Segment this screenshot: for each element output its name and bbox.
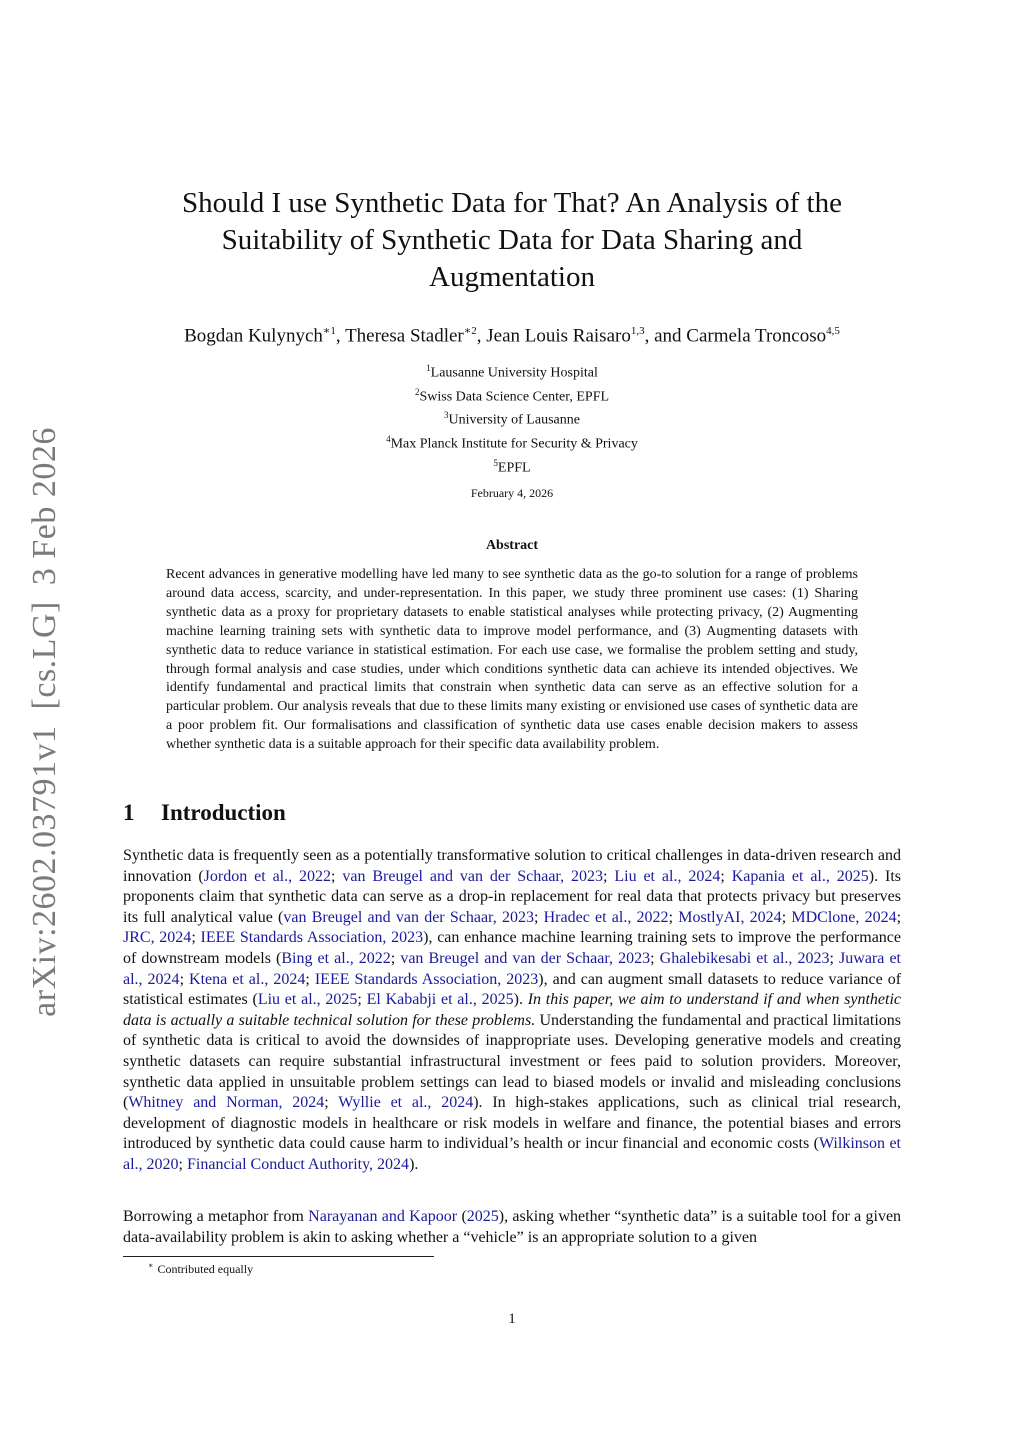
citation-link[interactable]: Ktena et al., 2024 <box>189 970 306 988</box>
body-text: ). In high-stakes applications, such as clinical trial research, development of diagnostic models in healthcare or risk models in welfare and finance, the potential biases and errors introduced by synthetic data could cause harm to individual’s health or incur financial and economic costs ( <box>123 1094 902 1153</box>
body-text: ; <box>896 908 902 926</box>
author-separator: , <box>335 325 346 347</box>
citation-link[interactable]: 2025 <box>466 1208 499 1225</box>
title-line: Suitability of Synthetic Data for Data Sharing and <box>221 224 803 256</box>
author-superscript: 1,3 <box>630 325 645 337</box>
body-text: ; <box>533 908 544 926</box>
body-text: Synthetic data is frequently seen as a potentially transformative solution to critical challenges in data-driven research and innovation ( <box>123 847 901 885</box>
body-text: ), and can augment small datasets to reduce variance of statistical estimates ( <box>123 970 902 1009</box>
affiliation-name: Lausanne University Hospital <box>430 365 598 381</box>
body-text: ; <box>179 970 190 988</box>
body-text: ; <box>781 908 792 926</box>
affiliation-superscript: 4 <box>386 433 391 444</box>
footnote <box>148 1261 253 1277</box>
author-name: Carmela Troncoso <box>686 325 827 347</box>
title-line: Augmentation <box>429 261 595 293</box>
affiliation-list <box>212 359 812 477</box>
affiliation-item <box>212 359 812 383</box>
body-text: ; <box>668 908 679 926</box>
arxiv-date: 3 Feb 2026 <box>26 427 63 586</box>
affiliation-name: Swiss Data Science Center, EPFL <box>419 389 610 405</box>
author-superscript: ∗2 <box>463 325 477 337</box>
emphasized-text: In this paper, we aim to understand if and when synthetic data is actually a suitable technical solution for these problems. <box>123 991 902 1029</box>
citation-link[interactable]: Whitney and Norman, 2024 <box>128 1094 325 1112</box>
citation-link[interactable]: Narayanan and Kapoor <box>308 1208 458 1225</box>
author-name: Bogdan Kulynych <box>184 325 323 347</box>
body-text: ; <box>357 991 367 1009</box>
body-text: ; <box>829 949 840 967</box>
body-text: ; <box>390 949 401 967</box>
body-text: ( <box>457 1208 467 1225</box>
affiliation-item <box>212 406 812 430</box>
author-name: Jean Louis Raisaro <box>486 325 631 347</box>
body-text: ), asking whether “synthetic data” is a suitable tool for a given data-availability problem is akin to asking whether a “vehicle” is an appropriate solution to a given <box>123 1208 902 1246</box>
citation-link[interactable]: Jordon et al., 2022 <box>203 867 332 885</box>
citation-link[interactable]: JRC, 2024 <box>123 929 192 947</box>
footnote-text: Contributed equally <box>157 1262 254 1276</box>
title-line: Should I use Synthetic Data for That? An Analysis of the <box>182 187 842 219</box>
citation-link[interactable]: Juwara et al., 2024 <box>123 949 901 988</box>
affiliation-item <box>212 454 812 478</box>
affiliation-name: EPFL <box>497 460 531 476</box>
body-text: ). <box>513 991 528 1009</box>
citation-link[interactable]: Ghalebikesabi et al., 2023 <box>659 949 830 967</box>
body-text: ; <box>331 867 343 885</box>
body-text: ). Its proponents claim that synthetic data can serve as a drop-in replacement for real data that protects privacy but preserves its full analytical value ( <box>123 867 902 926</box>
section-heading <box>123 800 286 826</box>
body-text: ; <box>178 1155 187 1173</box>
citation-link[interactable]: Liu et al., 2024 <box>614 867 721 885</box>
page-number: 1 <box>508 1311 516 1327</box>
affiliation-superscript: 2 <box>414 386 420 397</box>
intro-paragraph-2 <box>123 1207 901 1248</box>
author-separator: , <box>476 325 487 347</box>
citation-link[interactable]: MostlyAI, 2024 <box>678 908 782 926</box>
body-text: ; <box>324 1094 339 1112</box>
publication-date: February 4, 2026 <box>470 486 554 500</box>
arxiv-identifier-stamp[interactable] <box>26 427 64 1017</box>
affiliation-superscript: 5 <box>493 457 498 468</box>
body-text: Understanding the fundamental and practical limitations of synthetic data is critical to avoid the downsides of inappropriate uses. Developing generative models and creating synthetic datasets can require substantial infrastructural investment or fees paid to solution providers. Moreover, synthetic data applied in unsuitable problem settings can lead to biased models or invalid and misleading conclusions ( <box>123 1011 902 1112</box>
affiliation-name: University of Lausanne <box>448 412 580 428</box>
author-separator: , and <box>644 325 687 347</box>
citation-link[interactable]: Kapania et al., 2025 <box>731 867 869 885</box>
citation-link[interactable]: van Breugel and van der Schaar, 2023 <box>283 908 534 926</box>
citation-link[interactable]: van Breugel and van der Schaar, 2023 <box>342 867 603 885</box>
section-title: Introduction <box>161 800 286 825</box>
footnote-rule <box>123 1256 434 1257</box>
body-text: ). <box>409 1155 419 1173</box>
citation-link[interactable]: Wilkinson et al., 2020 <box>123 1135 901 1173</box>
intro-paragraph-1 <box>123 846 901 1176</box>
citation-link[interactable]: Hradec et al., 2022 <box>543 908 669 926</box>
affiliation-item <box>212 430 812 454</box>
body-text: ; <box>191 929 201 947</box>
affiliation-item <box>212 383 812 407</box>
abstract-heading: Abstract <box>485 538 539 553</box>
affiliation-name: Max Planck Institute for Security & Privacy <box>390 436 638 452</box>
abstract-text: Recent advances in generative modelling have led many to see synthetic data as the go-to solution for a range of problems around data access, scarcity, and under-representation. In this paper, we study three prominent use cases: (1) Sharing synthetic data as a proxy for proprietary datasets to enable statistical analyses while protecting privacy, (2) Augmenting machine learning training sets with synthetic data to improve model performance, and (3) Augmenting datasets with synthetic data to reduce variance in statistical estimation. For each use case, we formalise the problem setting and study, through formal analysis and case studies, under which conditions synthetic data can achieve its intended objectives. We identify fundamental and practical limits that constrain when synthetic data can serve as an effective solution for a particular problem. Our analysis reveals that due to these limits many existing or envisioned use cases of synthetic data are a poor problem fit. Our formalisations and classification of synthetic data use cases enable decision makers to assess whether synthetic data is a suitable approach for their specific data availability problem. <box>166 567 858 753</box>
arxiv-category: [cs.LG] <box>26 601 63 710</box>
citation-link[interactable]: El Kababji et al., 2025 <box>366 991 514 1009</box>
body-text: ; <box>603 867 615 885</box>
affiliation-superscript: 3 <box>444 410 449 421</box>
section-number: 1 <box>123 800 135 825</box>
citation-link[interactable]: Wyllie et al., 2024 <box>338 1094 474 1112</box>
body-text: ; <box>650 949 660 967</box>
arxiv-id: arXiv:2602.03791v1 <box>26 725 63 1017</box>
citation-link[interactable]: Financial Conduct Authority, 2024 <box>187 1155 410 1173</box>
citation-link[interactable]: IEEE Standards Association, 2023 <box>314 970 539 988</box>
footnote-mark: ∗ <box>148 1261 154 1270</box>
author-superscript: 4,5 <box>826 325 840 337</box>
paper-title <box>140 185 884 296</box>
body-text: Borrowing a metaphor from <box>123 1208 309 1225</box>
body-text: ; <box>720 867 732 885</box>
affiliation-superscript: 1 <box>426 363 431 373</box>
author-name: Theresa Stadler <box>345 325 464 347</box>
body-text: ), can enhance machine learning training sets to improve the performance of downstream models ( <box>123 929 901 967</box>
author-list <box>120 318 904 349</box>
citation-link[interactable]: Liu et al., 2025 <box>257 991 358 1009</box>
author-superscript: ∗1 <box>322 325 336 337</box>
citation-link[interactable]: IEEE Standards Association, 2023 <box>200 929 424 947</box>
citation-link[interactable]: Bing et al., 2022 <box>281 949 391 967</box>
citation-link[interactable]: van Breugel and van der Schaar, 2023 <box>400 949 651 967</box>
citation-link[interactable]: MDClone, 2024 <box>791 908 897 926</box>
body-text: ; <box>305 970 315 988</box>
